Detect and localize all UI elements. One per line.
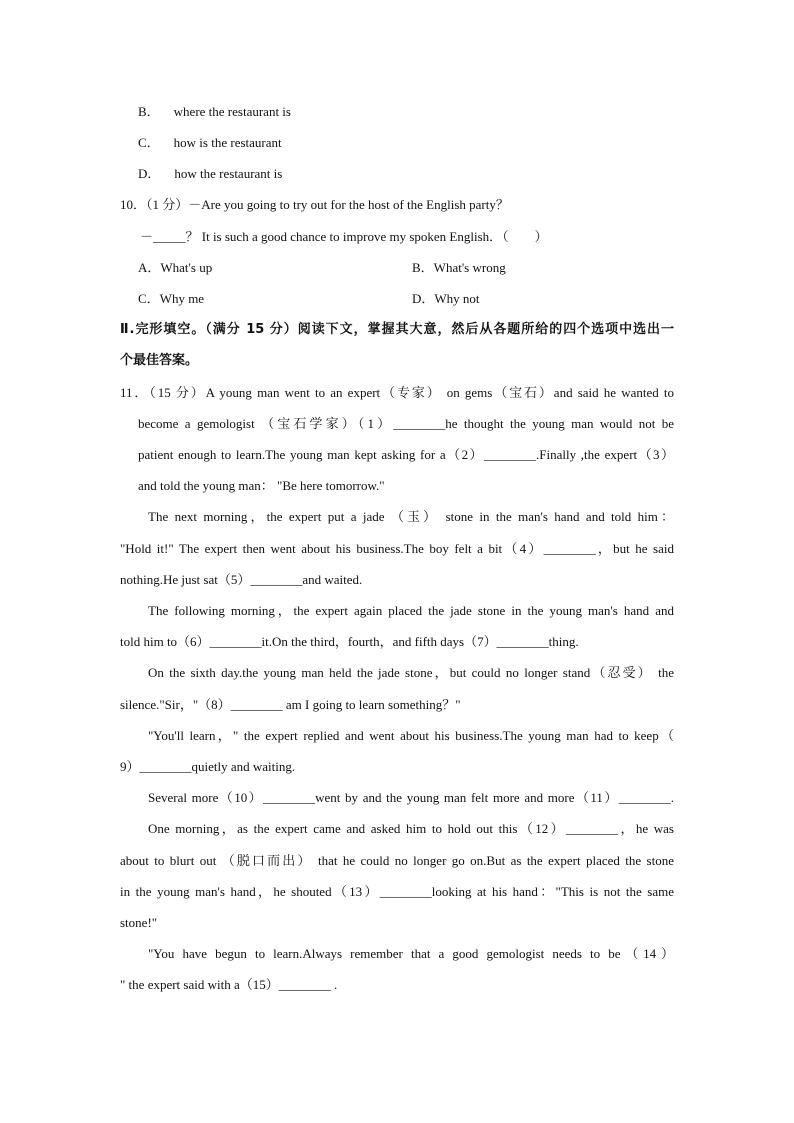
passage-line: told him to（6）________it.On the third，fourth，and fifth days（7）________thing.	[120, 634, 579, 649]
passage-line: "You'll learn，" the expert replied and went about his business.The young man had to keep（	[148, 728, 674, 743]
passage-line: 9）________quietly and waiting.	[120, 759, 296, 774]
passage-line: The following morning，the expert again placed the jade stone in the young man's hand and	[148, 603, 674, 618]
option-text: how is the restaurant	[173, 135, 282, 150]
passage-line: patient enough to learn.The young man kept asking for a（2）________.Finally ,the expert（3）	[138, 447, 674, 462]
passage-line: stone!"	[120, 915, 158, 930]
section-heading-cont: 个最佳答案。	[120, 353, 199, 368]
passage-line: "You have begun to learn.Always remember that a good gemologist needs to be（14）	[148, 946, 674, 961]
passage-line: One morning，as the expert came and asked him to hold out this（12）________，he was	[148, 821, 674, 836]
passage-line: about to blurt out （脱口而出） that he could no longer go on.But as the expert placed the stone	[120, 853, 674, 868]
question-10-stem: 10．（1 分）－Are you going to try out for the host of the English party？	[120, 197, 509, 212]
passage-line: nothing.He just sat（5）________and waited.	[120, 572, 363, 587]
option-10-d: D．Why not	[412, 291, 480, 306]
option-letter: D．	[138, 166, 161, 181]
option-letter: B．	[138, 104, 160, 119]
passage-line: and told the young man： "Be here tomorrow."	[138, 478, 385, 493]
passage-line: in the young man's hand，he shouted（13）________looking at his hand："This is not the same	[120, 884, 674, 899]
option-text: how the restaurant is	[174, 166, 283, 181]
passage-line: become a gemologist （宝石学家）（1）________he thought the young man would not be	[138, 416, 674, 431]
option-text: where the restaurant is	[173, 104, 291, 119]
passage-line: The next morning，the expert put a jade （玉） stone in the man's hand and told him：	[148, 509, 674, 524]
option-letter: C．	[138, 135, 160, 150]
option-9-b	[138, 104, 291, 120]
section-heading: Ⅱ.完形填空。（满分 15 分）阅读下文，掌握其大意，然后从各题所给的四个选项中选出一	[120, 322, 674, 337]
option-9-d	[138, 166, 282, 182]
passage-line: " the expert said with a（15）________ .	[120, 977, 338, 992]
option-10-a: A．What's up	[138, 260, 213, 275]
passage-line: Several more（10）________went by and the young man felt more and more（11）________.	[148, 790, 674, 805]
option-10-b: B．What's wrong	[412, 260, 506, 275]
option-9-c	[138, 135, 282, 151]
option-10-c: C．Why me	[138, 291, 205, 306]
passage-line: On the sixth day.the young man held the jade stone，but could no longer stand（忍受） the	[148, 665, 674, 680]
passage-line: 11．（15 分）A young man went to an expert（专家） on gems（宝石）and said he wanted to	[120, 385, 674, 400]
passage-line: silence."Sir，"（8）________ am I going to learn something？"	[120, 697, 461, 712]
question-10-reply: －_____？ It is such a good chance to improve my spoken English．（ ）	[140, 229, 548, 244]
passage-line: "Hold it!" The expert then went about his business.The boy felt a bit（4）________，but he said	[120, 541, 674, 556]
